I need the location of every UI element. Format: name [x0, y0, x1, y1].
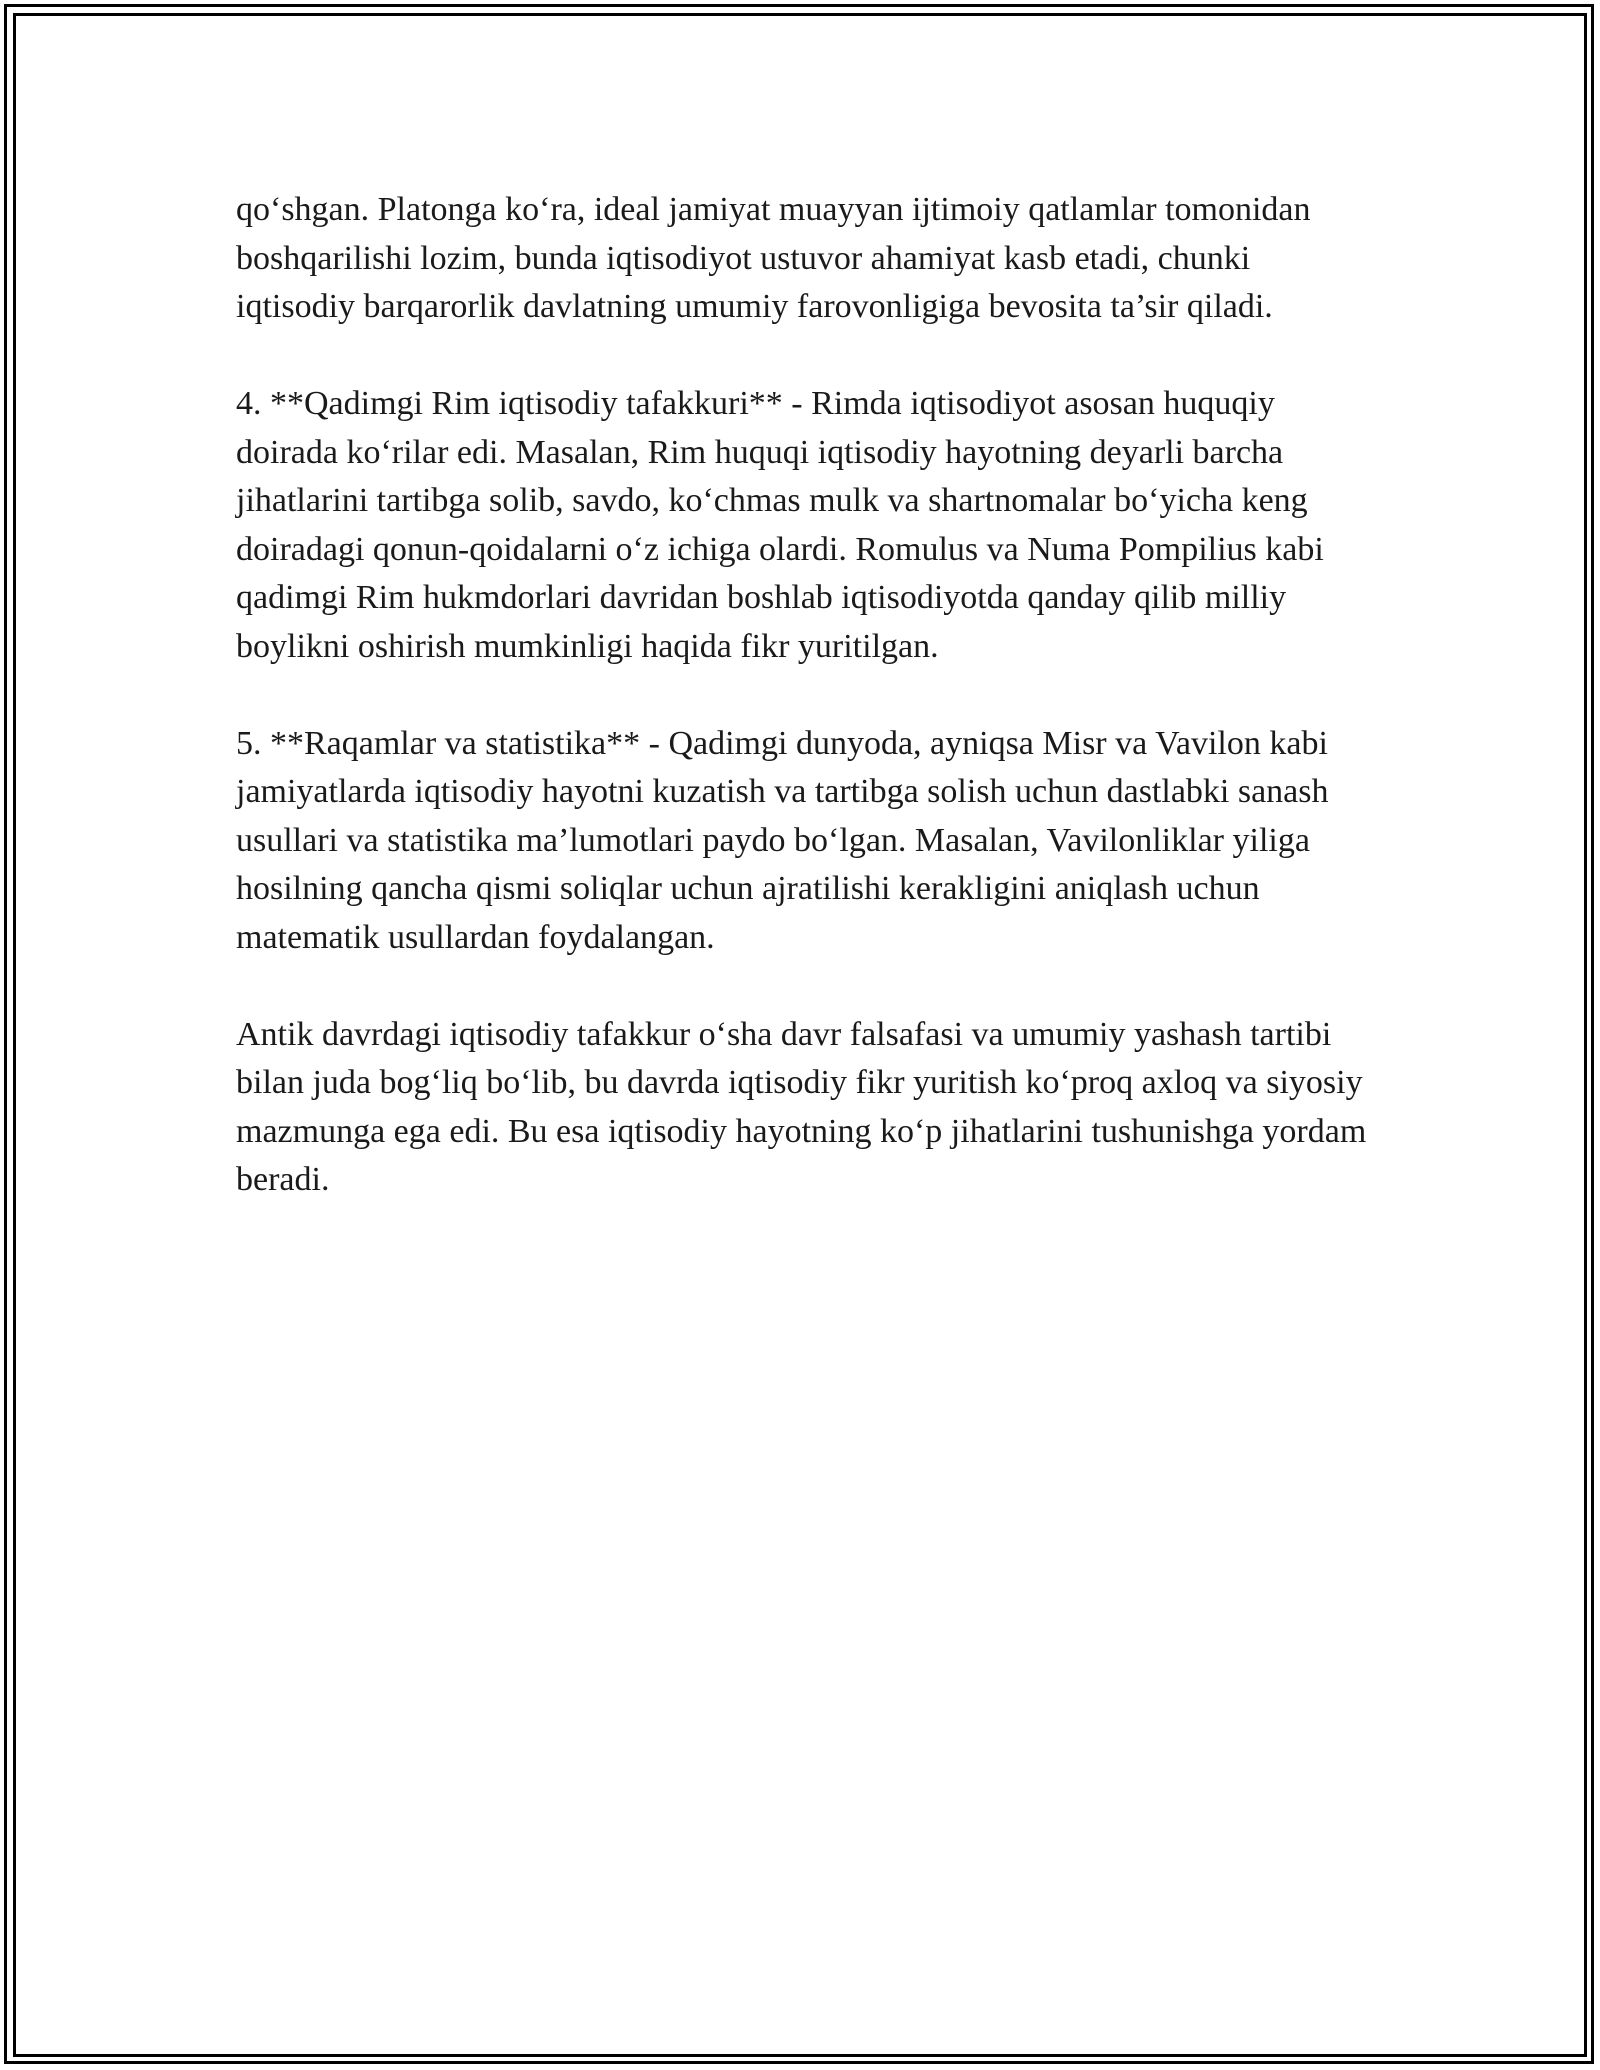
- paragraph-numbers-statistics: 5. **Raqamlar va statistika** - Qadimgi dunyoda, ayniqsa Misr va Vavilon kabi jamiyatlarda iqtisodiy hayotni kuzatish va tartibga solish uchun dastlabki sanash usullari va statistika ma’lumotlari paydo bo‘lgan. Masalan, Vavilonliklar yiliga hosilning qancha qismi soliqlar uchun ajratilishi kerakligini aniqlash uchun matematik usullardan foydalangan.: [236, 724, 1329, 956]
- paragraph-antiquity-summary: Antik davrdagi iqtisodiy tafakkur o‘sha davr falsafasi va umumiy yashash tartibi bilan juda bog‘liq bo‘lib, bu davrda iqtisodiy fikr yuritish ko‘proq axloq va siyosiy mazmunga ega edi. Bu esa iqtisodiy hayotning ko‘p jihatlarini tushunishga yordam beradi.: [236, 1015, 1367, 1198]
- paragraph-platon-continuation: qo‘shgan. Platonga ko‘ra, ideal jamiyat muayyan ijtimoiy qatlamlar tomonidan boshqarilishi lozim, bunda iqtisodiyot ustuvor ahamiyat kasb etadi, chunki iqtisodiy barqarorlik davlatning umumiy farovonligiga bevosita ta’sir qiladi.: [236, 191, 1311, 325]
- paragraph-ancient-rome: 4. **Qadimgi Rim iqtisodiy tafakkuri** - Rimda iqtisodiyot asosan huquqiy doirada ko‘rilar edi. Masalan, Rim huquqi iqtisodiy hayotning deyarli barcha jihatlarini tartibga solib, savdo, ko‘chmas mulk va shartnomalar bo‘yicha keng doiradagi qonun-qoidalarni o‘z ichiga olardi. Romulus va Numa Pompilius kabi qadimgi Rim hukmdorlari davridan boshlab iqtisodiyotda qanday qilib milliy boylikni oshirish mumkinligi haqida fikr yuritilgan.: [236, 385, 1324, 665]
- document-body: [236, 186, 1376, 1253]
